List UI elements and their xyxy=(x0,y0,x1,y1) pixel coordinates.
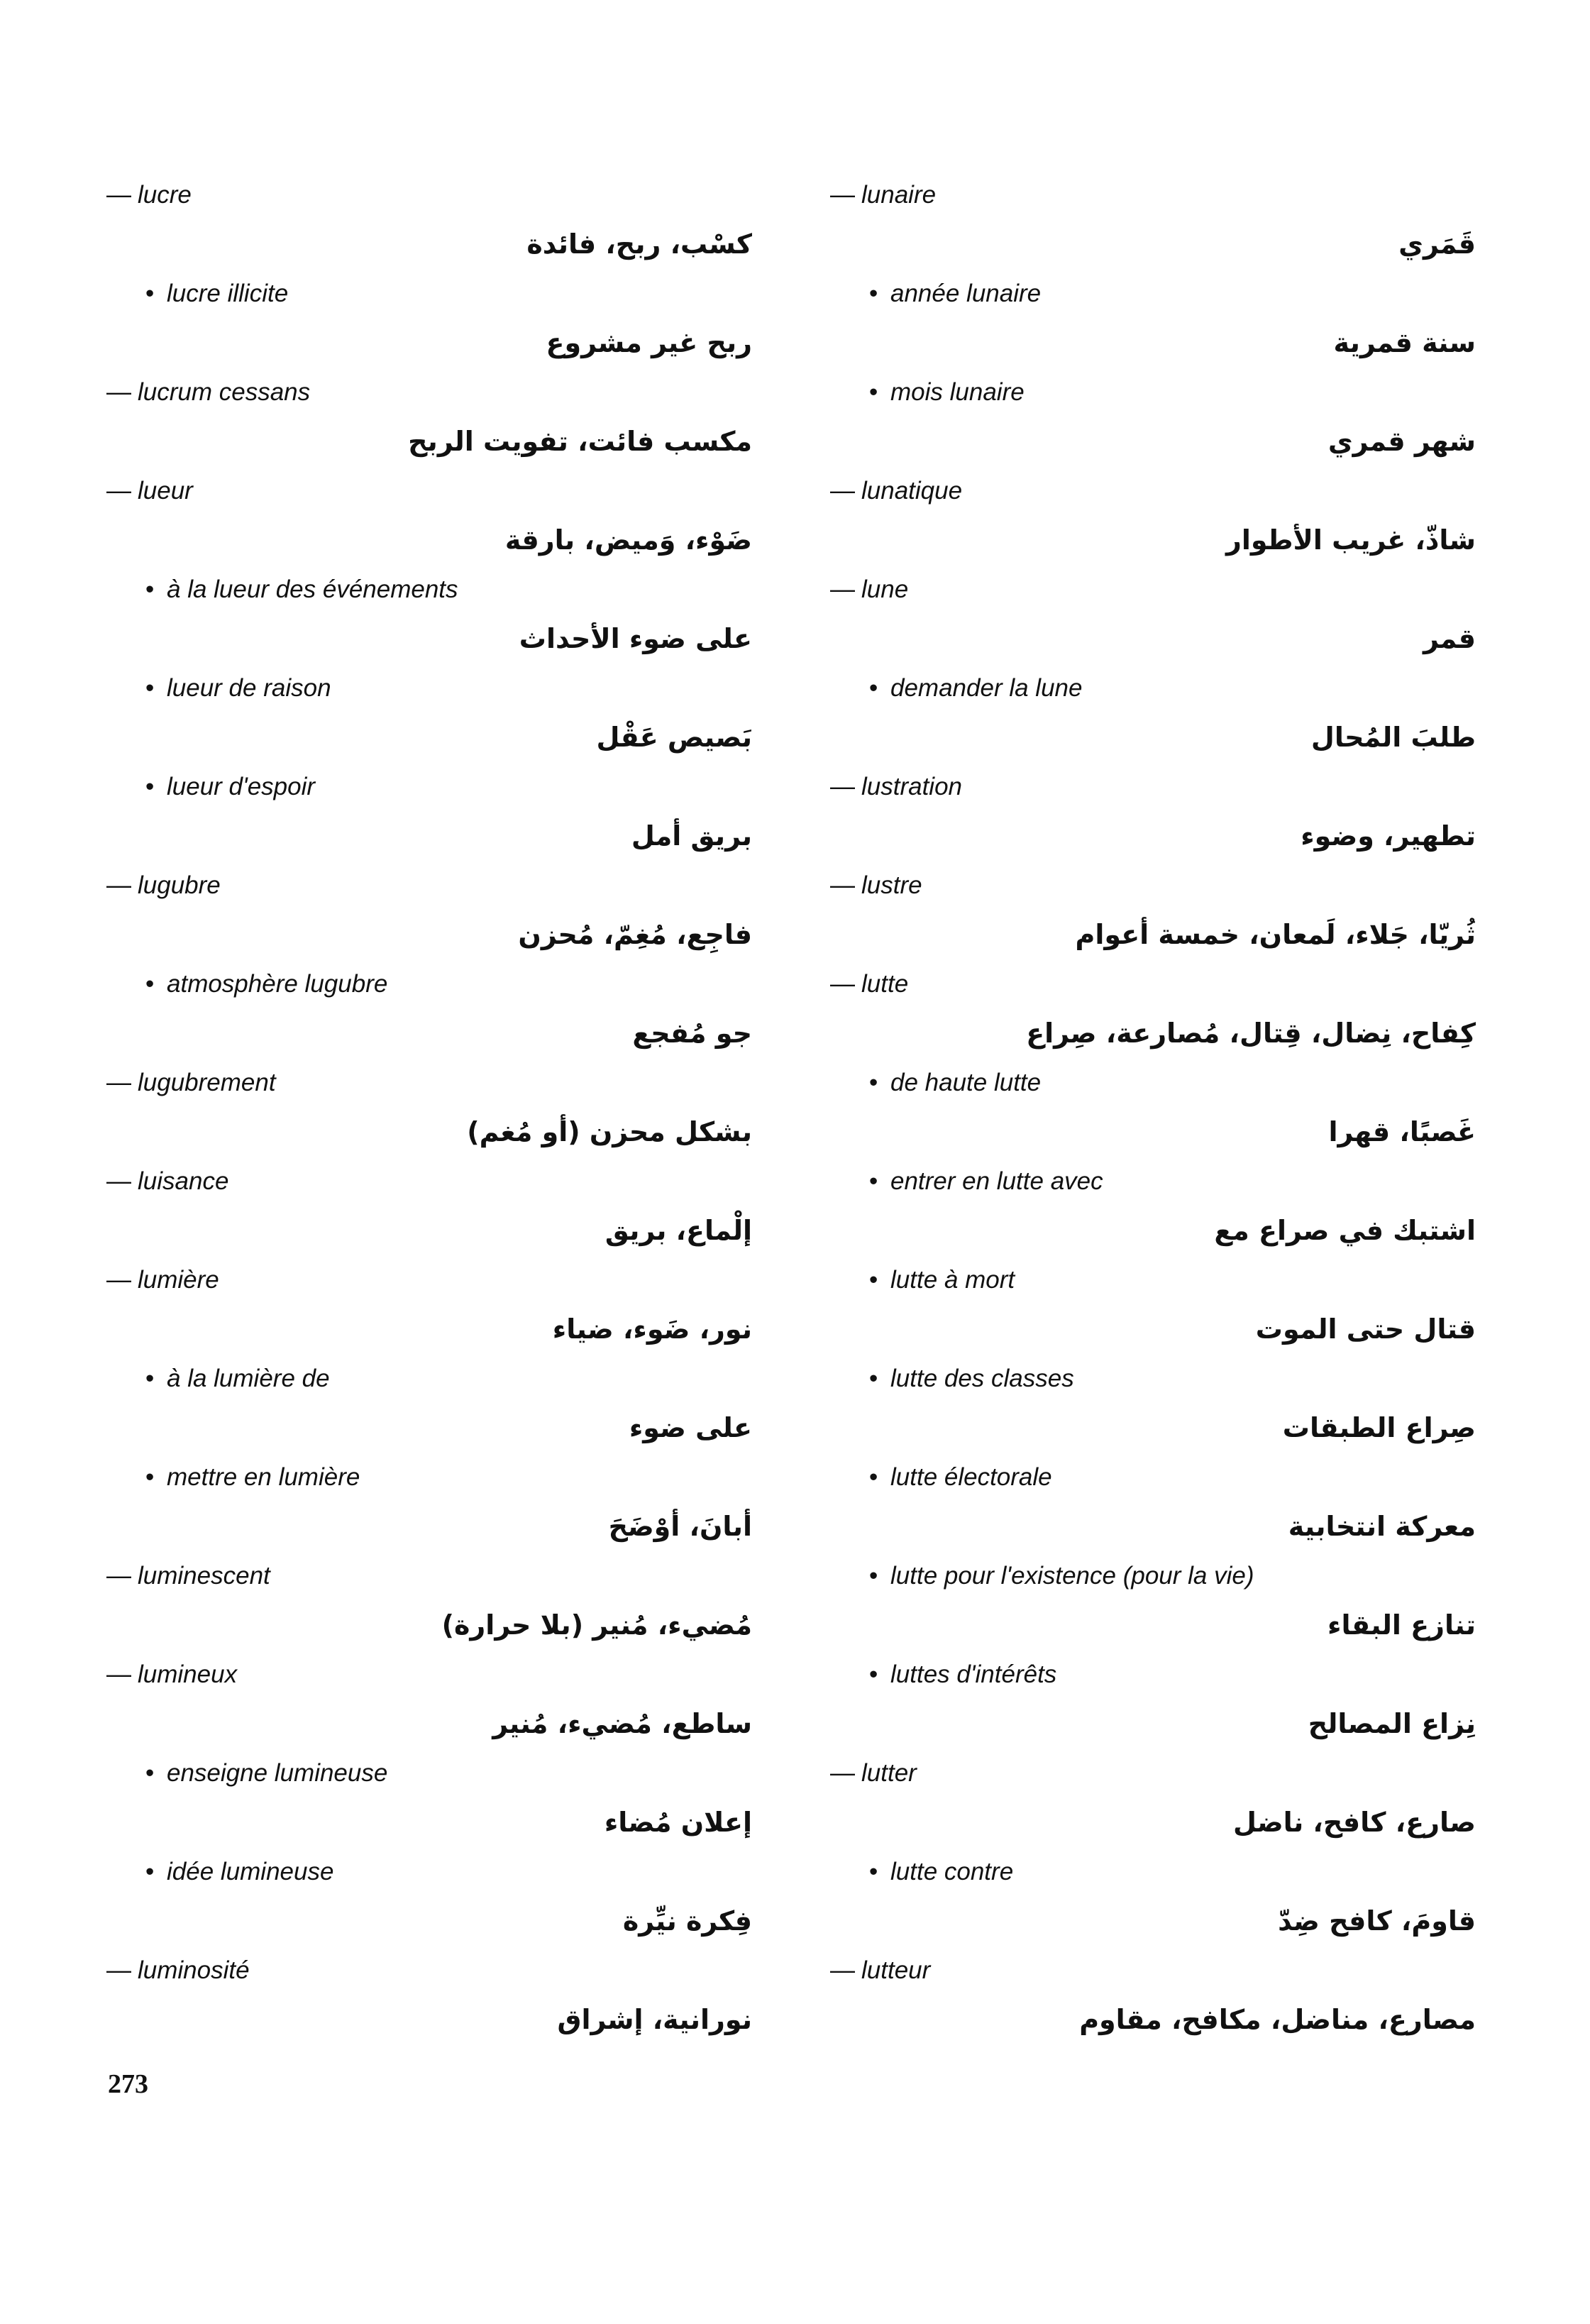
translation-row xyxy=(106,1798,752,1848)
entry-text: luminescent xyxy=(138,1562,270,1590)
translation-row xyxy=(830,1897,1476,1946)
entry-text: lutte électorale xyxy=(890,1463,1052,1491)
translation-row xyxy=(106,812,752,861)
entry-text: à la lumière de xyxy=(167,1365,330,1392)
dash-marker: — xyxy=(830,181,855,209)
bullet-marker: • xyxy=(145,1858,155,1885)
headword xyxy=(106,1946,250,1995)
entry-row xyxy=(830,1551,1476,1601)
arabic-translation: كسْب، ربح، فائدة xyxy=(526,228,752,260)
translation-row xyxy=(830,1700,1476,1749)
dash-marker: — xyxy=(106,477,131,505)
sub-phrase xyxy=(145,269,288,319)
entry-text: lumière xyxy=(138,1266,219,1294)
bullet-marker: • xyxy=(145,970,155,998)
arabic-translation: نور، ضَوء، ضياء xyxy=(552,1313,752,1345)
translation-row xyxy=(106,910,752,960)
headword xyxy=(106,1058,276,1108)
entry-text: lutte à mort xyxy=(890,1266,1015,1294)
bullet-marker: • xyxy=(869,1167,878,1195)
entry-text: demander la lune xyxy=(890,674,1083,702)
entry-text: lustre xyxy=(861,871,922,899)
headword xyxy=(106,861,221,910)
arabic-translation: أبانَ، أوْضَحَ xyxy=(608,1510,752,1542)
entry-row xyxy=(830,1748,1476,1798)
arabic-translation: اشتبك في صراع مع xyxy=(1214,1214,1476,1246)
sub-phrase xyxy=(869,663,1082,713)
sub-phrase xyxy=(869,1847,1013,1897)
bullet-marker: • xyxy=(145,280,155,307)
translation-row xyxy=(106,1995,752,2045)
entry-row xyxy=(106,959,752,1009)
sub-phrase xyxy=(145,1354,330,1404)
sub-phrase xyxy=(869,269,1041,319)
entry-text: année lunaire xyxy=(890,280,1042,307)
dash-marker: — xyxy=(106,1167,131,1195)
entry-row xyxy=(830,1453,1476,1502)
entry-row xyxy=(830,959,1476,1009)
headword xyxy=(830,1946,930,1995)
bullet-marker: • xyxy=(869,1858,878,1885)
translation-row xyxy=(106,1009,752,1059)
bullet-marker: • xyxy=(869,1365,878,1392)
dash-marker: — xyxy=(830,1956,855,1984)
right-column xyxy=(830,170,1476,2044)
translation-row xyxy=(830,1009,1476,1059)
arabic-translation: بشكل محزن (أو مُغم) xyxy=(467,1116,752,1147)
translation-row xyxy=(106,1305,752,1355)
arabic-translation: قاومَ، كافح ضِدّ xyxy=(1278,1905,1476,1937)
left-column xyxy=(106,170,752,2044)
arabic-translation: طلبَ المُحال xyxy=(1310,721,1476,753)
headword xyxy=(830,565,908,615)
bullet-marker: • xyxy=(869,1562,878,1590)
entry-row xyxy=(830,565,1476,615)
arabic-translation: ساطع، مُضيء، مُنير xyxy=(492,1707,752,1739)
headword xyxy=(830,762,962,812)
entry-text: lutter xyxy=(861,1759,917,1787)
dash-marker: — xyxy=(106,181,131,209)
entry-text: lueur d'espoir xyxy=(167,773,316,800)
translation-row xyxy=(830,812,1476,861)
dash-marker: — xyxy=(830,871,855,899)
translation-row xyxy=(830,1206,1476,1256)
bullet-marker: • xyxy=(869,1661,878,1688)
bullet-marker: • xyxy=(869,378,878,406)
translation-row xyxy=(830,1305,1476,1355)
entry-row xyxy=(830,861,1476,910)
sub-phrase xyxy=(869,1551,1254,1601)
dash-marker: — xyxy=(830,1759,855,1787)
arabic-translation: إلْماع، بريق xyxy=(604,1214,752,1246)
arabic-translation: مصارع، مناضل، مكافح، مقاوم xyxy=(1079,2003,1476,2035)
entry-text: lustration xyxy=(861,773,963,800)
translation-row xyxy=(106,319,752,368)
arabic-translation: شهر قمري xyxy=(1327,425,1476,457)
dash-marker: — xyxy=(830,477,855,505)
bullet-marker: • xyxy=(145,674,155,702)
translation-row xyxy=(830,417,1476,467)
sub-phrase xyxy=(145,663,331,713)
sub-phrase xyxy=(145,959,387,1009)
arabic-translation: صِراع الطبقات xyxy=(1282,1411,1476,1443)
entry-text: entrer en lutte avec xyxy=(890,1167,1103,1195)
entry-text: lumineux xyxy=(138,1661,238,1688)
entry-row xyxy=(830,1847,1476,1897)
entry-text: lugubre xyxy=(138,871,221,899)
entry-row xyxy=(830,1650,1476,1700)
arabic-translation: سنة قمرية xyxy=(1333,326,1476,358)
entry-row xyxy=(106,1551,752,1601)
translation-row xyxy=(830,319,1476,368)
entry-row xyxy=(830,1058,1476,1108)
headword xyxy=(830,959,908,1009)
dash-marker: — xyxy=(106,1069,131,1096)
entry-text: lune xyxy=(861,576,909,603)
arabic-translation: مُضيء، مُنير (بلا حرارة) xyxy=(441,1609,752,1641)
arabic-translation: قَمَري xyxy=(1398,228,1476,260)
entry-row xyxy=(106,1255,752,1305)
sub-phrase xyxy=(869,1157,1103,1206)
sub-phrase xyxy=(145,565,458,615)
arabic-translation: مكسب فائت، تفويت الربح xyxy=(408,425,752,457)
headword xyxy=(830,466,962,516)
entry-text: enseigne lumineuse xyxy=(167,1759,388,1787)
arabic-translation: فِكرة نيِّرة xyxy=(622,1905,752,1937)
translation-row xyxy=(106,516,752,566)
headword xyxy=(106,1255,219,1305)
arabic-translation: ثُريّا، جَلاء، لَمعان، خمسة أعوام xyxy=(1075,918,1476,950)
entry-row xyxy=(106,1650,752,1700)
bullet-marker: • xyxy=(145,1463,155,1491)
translation-row xyxy=(106,417,752,467)
dash-marker: — xyxy=(106,378,131,406)
entry-row xyxy=(106,368,752,417)
entry-text: luminosité xyxy=(138,1956,250,1984)
sub-phrase xyxy=(869,1650,1056,1700)
dash-marker: — xyxy=(830,773,855,800)
arabic-translation: تطهير، وضوء xyxy=(1301,820,1476,852)
entry-row xyxy=(106,269,752,319)
sub-phrase xyxy=(145,1748,387,1798)
arabic-translation: قمر xyxy=(1423,622,1476,654)
entry-text: idée lumineuse xyxy=(167,1858,334,1885)
arabic-translation: بَصيص عَقْل xyxy=(596,721,752,753)
translation-row xyxy=(106,1897,752,1946)
arabic-translation: تنازع البقاء xyxy=(1327,1609,1476,1641)
entry-row xyxy=(830,368,1476,417)
entry-row xyxy=(106,861,752,910)
entry-row xyxy=(106,565,752,615)
entry-row xyxy=(106,170,752,220)
entry-row xyxy=(830,663,1476,713)
bullet-marker: • xyxy=(869,280,878,307)
translation-row xyxy=(106,1404,752,1453)
bullet-marker: • xyxy=(145,1365,155,1392)
bullet-marker: • xyxy=(145,1759,155,1787)
sub-phrase xyxy=(869,1058,1041,1108)
bullet-marker: • xyxy=(145,576,155,603)
headword xyxy=(106,466,193,516)
translation-row xyxy=(106,220,752,270)
dash-marker: — xyxy=(106,1661,131,1688)
entry-text: lutteur xyxy=(861,1956,931,1984)
entry-text: de haute lutte xyxy=(890,1069,1042,1096)
entry-text: lutte contre xyxy=(890,1858,1014,1885)
entry-text: lunaire xyxy=(861,181,937,209)
entry-text: luisance xyxy=(138,1167,229,1195)
arabic-translation: معركة انتخابية xyxy=(1288,1510,1476,1542)
entry-text: atmosphère lugubre xyxy=(167,970,388,998)
entry-row xyxy=(106,1058,752,1108)
entry-row xyxy=(830,1946,1476,1995)
arabic-translation: كِفاح، نِضال، قِتال، مُصارعة، صِراع xyxy=(1026,1017,1476,1049)
arabic-translation: نِزاع المصالح xyxy=(1308,1707,1476,1739)
dash-marker: — xyxy=(830,970,855,998)
entry-text: lueur xyxy=(138,477,193,505)
entry-text: lutte xyxy=(861,970,909,998)
sub-phrase xyxy=(869,1255,1015,1305)
dash-marker: — xyxy=(106,1562,131,1590)
dash-marker: — xyxy=(106,871,131,899)
headword xyxy=(830,170,936,220)
translation-row xyxy=(830,910,1476,960)
arabic-translation: على ضوء xyxy=(629,1411,752,1443)
entry-text: lugubrement xyxy=(138,1069,276,1096)
entry-row xyxy=(106,1354,752,1404)
dash-marker: — xyxy=(106,1956,131,1984)
entry-text: lucrum cessans xyxy=(138,378,311,406)
dash-marker: — xyxy=(830,576,855,603)
translation-row xyxy=(106,1502,752,1552)
entry-row xyxy=(830,1255,1476,1305)
translation-row xyxy=(106,713,752,763)
translation-row xyxy=(830,220,1476,270)
translation-row xyxy=(830,1798,1476,1848)
page-number: 273 xyxy=(108,2069,148,2099)
translation-row xyxy=(830,615,1476,664)
headword xyxy=(830,861,922,910)
bullet-marker: • xyxy=(869,674,878,702)
entry-row xyxy=(106,1157,752,1206)
translation-row xyxy=(106,1601,752,1651)
translation-row xyxy=(830,1502,1476,1552)
entry-row xyxy=(830,170,1476,220)
entry-row xyxy=(106,1946,752,1995)
sub-phrase xyxy=(869,1453,1052,1502)
entry-row xyxy=(830,466,1476,516)
arabic-translation: بريق أمل xyxy=(631,820,752,852)
entry-row xyxy=(830,762,1476,812)
bullet-marker: • xyxy=(869,1266,878,1294)
entry-row xyxy=(106,762,752,812)
entry-row xyxy=(830,1157,1476,1206)
arabic-translation: صارع، كافح، ناضل xyxy=(1233,1806,1476,1838)
sub-phrase xyxy=(869,1354,1074,1404)
translation-row xyxy=(106,1108,752,1157)
headword xyxy=(106,170,192,220)
entry-text: lutte des classes xyxy=(890,1365,1074,1392)
entry-text: lucre illicite xyxy=(167,280,289,307)
translation-row xyxy=(830,713,1476,763)
translation-row xyxy=(830,516,1476,566)
arabic-translation: على ضوء الأحداث xyxy=(519,622,752,654)
headword xyxy=(830,1748,917,1798)
translation-row xyxy=(830,1601,1476,1651)
entry-text: lutte pour l'existence (pour la vie) xyxy=(890,1562,1254,1590)
arabic-translation: غَصبًا، قهرا xyxy=(1328,1116,1476,1147)
headword xyxy=(106,1157,228,1206)
entry-row xyxy=(106,1847,752,1897)
entry-text: mettre en lumière xyxy=(167,1463,360,1491)
arabic-translation: شاذّ، غريب الأطوار xyxy=(1226,524,1476,556)
sub-phrase xyxy=(869,368,1025,417)
entry-row xyxy=(106,663,752,713)
arabic-translation: قتال حتى الموت xyxy=(1255,1313,1476,1345)
arabic-translation: ربح غير مشروع xyxy=(546,326,752,358)
bullet-marker: • xyxy=(145,773,155,800)
entry-row xyxy=(106,466,752,516)
entry-row xyxy=(106,1453,752,1502)
bullet-marker: • xyxy=(869,1069,878,1096)
entry-text: mois lunaire xyxy=(890,378,1025,406)
translation-row xyxy=(830,1404,1476,1453)
headword xyxy=(106,1650,237,1700)
entry-text: luttes d'intérêts xyxy=(890,1661,1057,1688)
dash-marker: — xyxy=(106,1266,131,1294)
sub-phrase xyxy=(145,1453,360,1502)
arabic-translation: ضَوْء، وَميض، بارقة xyxy=(504,524,752,556)
sub-phrase xyxy=(145,762,315,812)
entry-row xyxy=(830,269,1476,319)
sub-phrase xyxy=(145,1847,333,1897)
translation-row xyxy=(106,1206,752,1256)
translation-row xyxy=(106,1700,752,1749)
entry-text: lunatique xyxy=(861,477,963,505)
arabic-translation: جو مُفجع xyxy=(632,1017,752,1049)
entry-text: lucre xyxy=(138,181,192,209)
entry-text: lueur de raison xyxy=(167,674,331,702)
translation-row xyxy=(830,1108,1476,1157)
arabic-translation: فاجِع، مُغِمّ، مُحزن xyxy=(518,918,752,950)
entry-text: à la lueur des événements xyxy=(167,576,458,603)
entry-row xyxy=(830,1354,1476,1404)
arabic-translation: إعلان مُضاء xyxy=(604,1806,752,1838)
headword xyxy=(106,1551,270,1601)
translation-row xyxy=(830,1995,1476,2045)
headword xyxy=(106,368,310,417)
bullet-marker: • xyxy=(869,1463,878,1491)
entry-row xyxy=(106,1748,752,1798)
arabic-translation: نورانية، إشراق xyxy=(557,2003,752,2035)
translation-row xyxy=(106,615,752,664)
